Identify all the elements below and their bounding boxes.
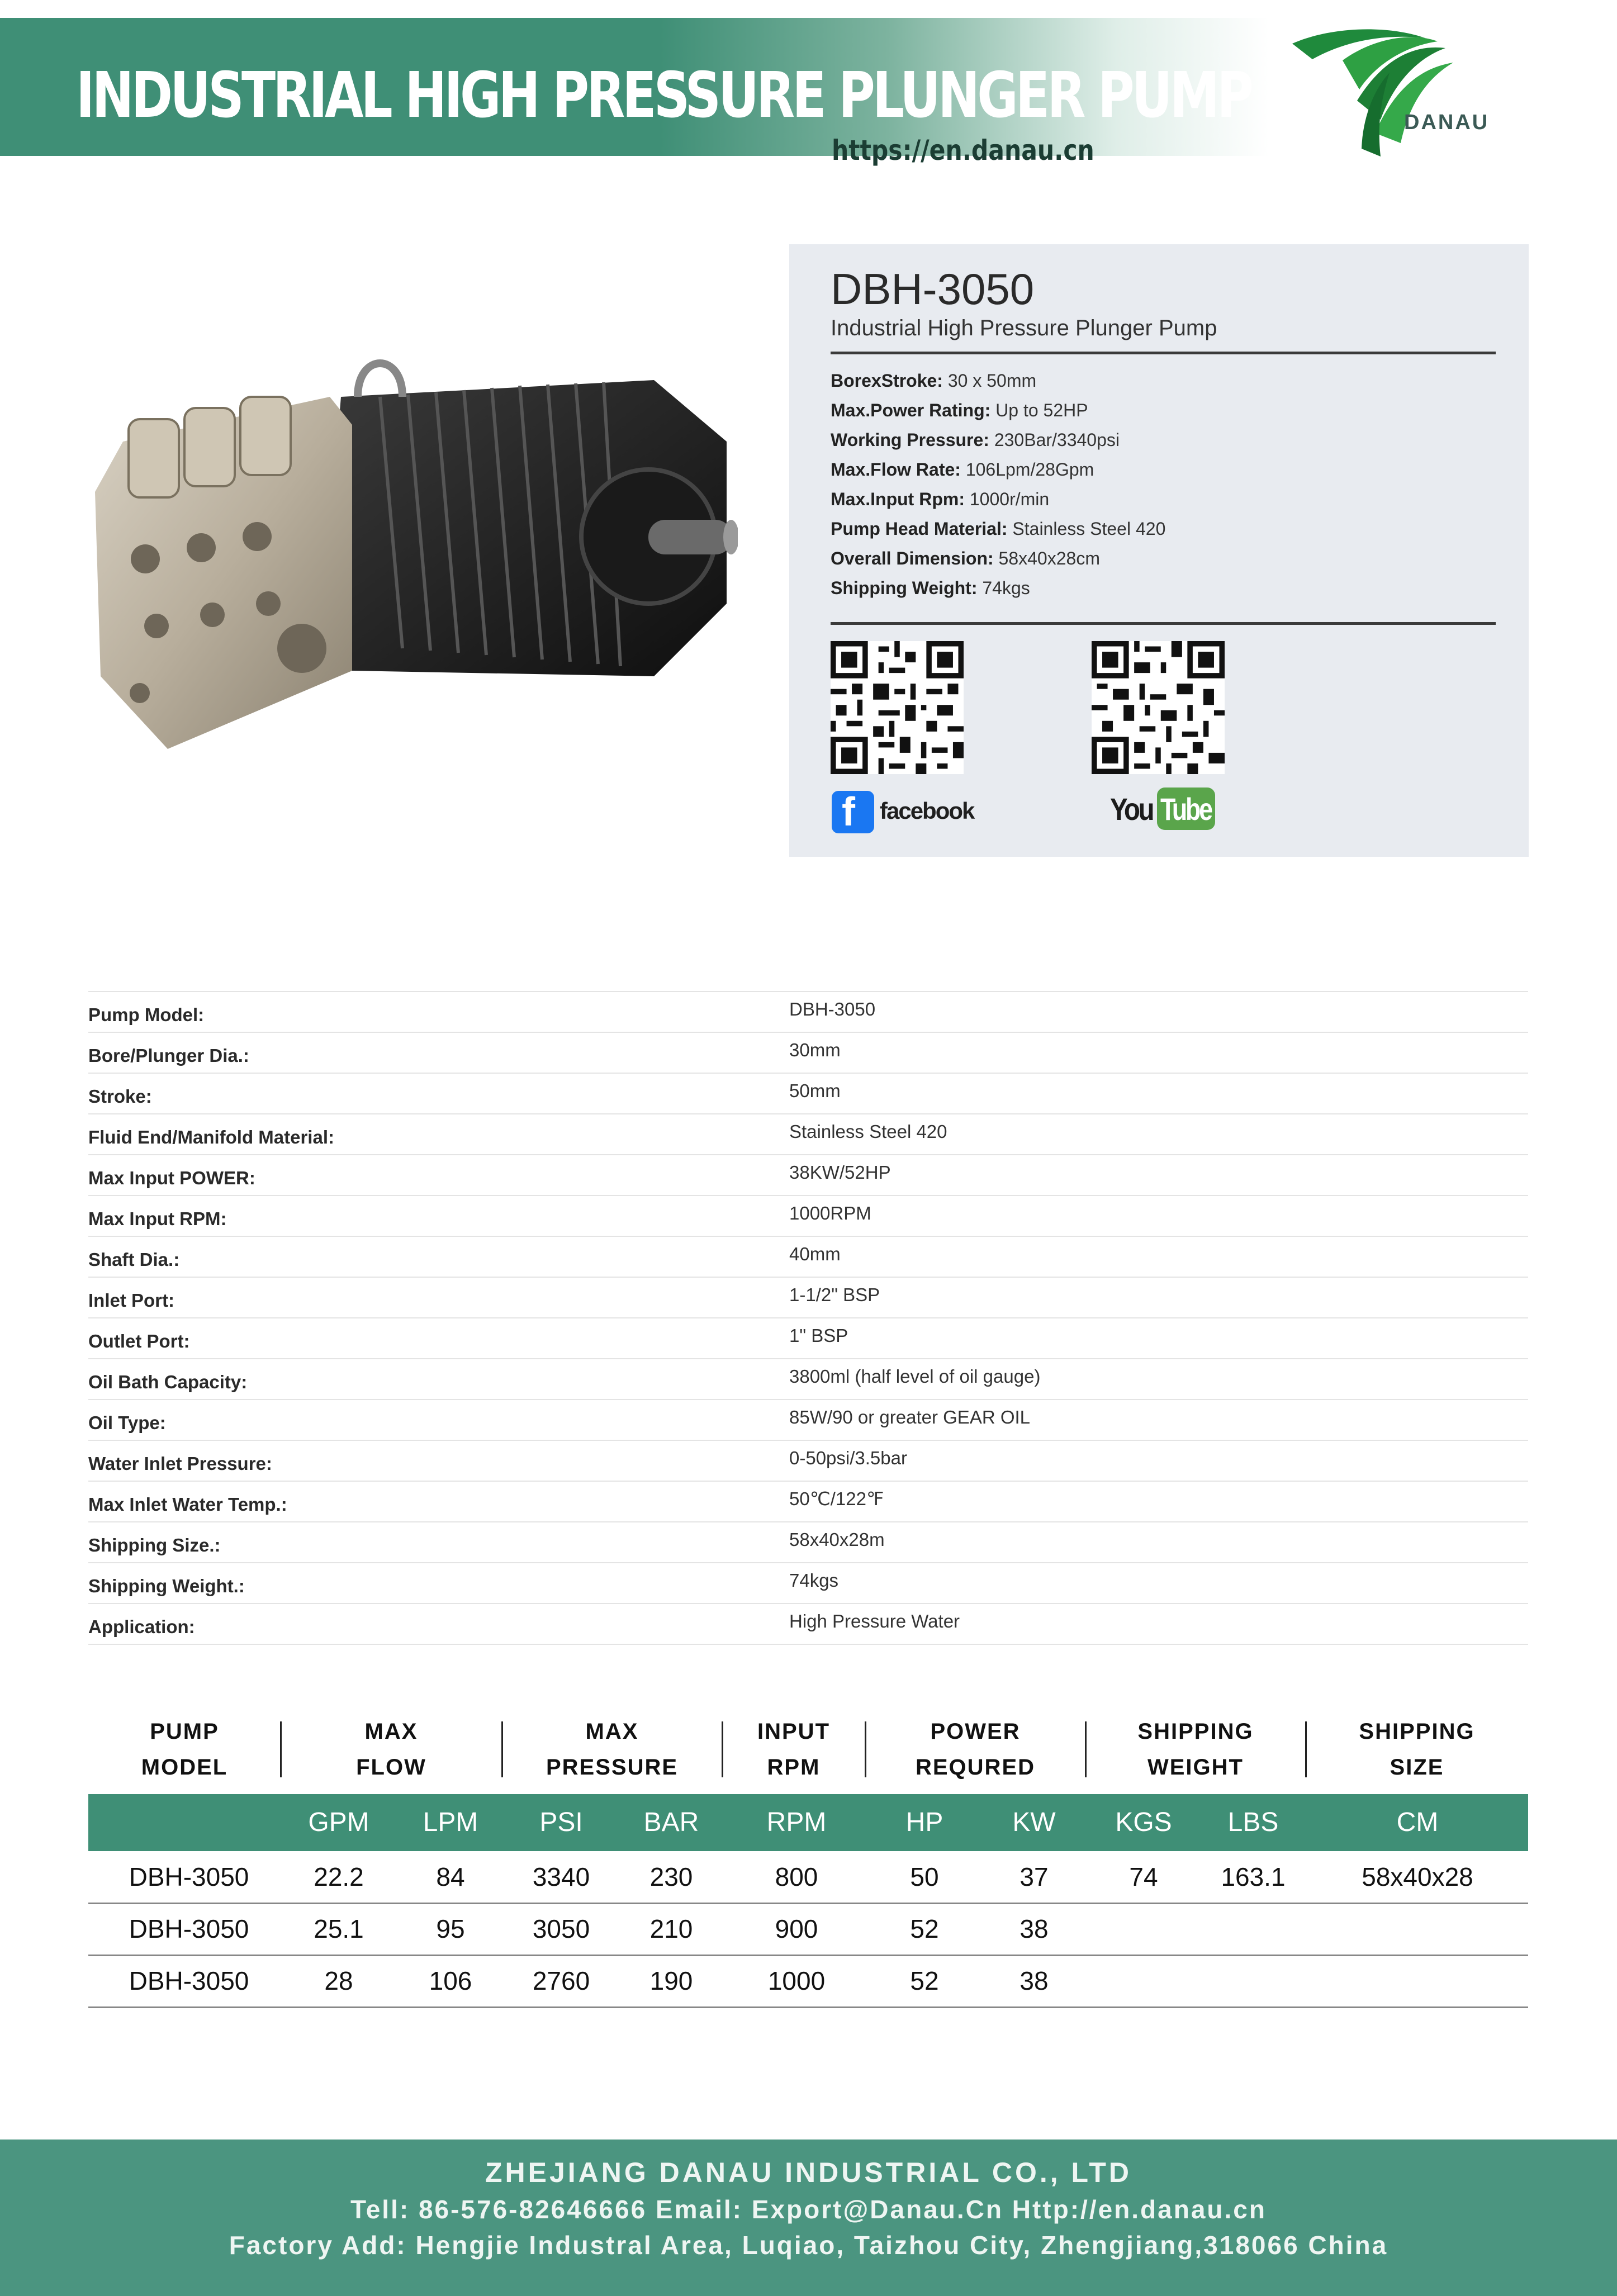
column-separator <box>865 1721 866 1777</box>
spec-value: 38KW/52HP <box>789 1155 1528 1196</box>
table-cell <box>1317 1903 1518 1955</box>
unit-label: PSI <box>539 1808 583 1837</box>
spec-label: Oil Type: <box>88 1400 789 1440</box>
quick-spec-item: BorexStroke: 30 x 50mm <box>831 371 1037 391</box>
unit-label: KGS <box>1115 1808 1172 1837</box>
spec-row <box>88 1359 1528 1400</box>
spec-label: Shipping Weight.: <box>88 1563 789 1604</box>
table-cell <box>1203 1903 1303 1955</box>
table-cell: 52 <box>910 1966 939 1995</box>
spec-value: 30mm <box>789 1032 1528 1073</box>
spec-value: 58x40x28m <box>789 1522 1528 1563</box>
spec-label: Max Inlet Water Temp.: <box>88 1481 789 1522</box>
performance-table-header <box>88 1710 1528 1789</box>
table-cell: 58x40x28 <box>1362 1862 1473 1891</box>
spec-value: Stainless Steel 420 <box>789 1114 1528 1155</box>
spec-value: 1000RPM <box>789 1196 1528 1236</box>
table-cell: 800 <box>775 1862 818 1891</box>
spec-row <box>88 1236 1528 1277</box>
column-header: INPUT RPM <box>757 1719 830 1780</box>
spec-row <box>88 1114 1528 1155</box>
unit-label: CM <box>1396 1808 1439 1837</box>
spec-row <box>88 1481 1528 1522</box>
table-cell: 95 <box>436 1914 465 1943</box>
footer <box>0 2140 1617 2296</box>
unit-label: LPM <box>423 1808 478 1837</box>
spec-row <box>88 1604 1528 1644</box>
website-link[interactable]: https://en.danau.cn <box>832 134 1094 167</box>
column-header: PUMP MODEL <box>141 1719 228 1780</box>
unit-label: HP <box>905 1808 943 1837</box>
spec-label: Shipping Size.: <box>88 1522 789 1563</box>
spec-value: 50℃/122℉ <box>789 1481 1528 1522</box>
product-subtitle: Industrial High Pressure Plunger Pump <box>831 316 1217 340</box>
spec-label: Max Input POWER: <box>88 1155 789 1196</box>
company-name: ZHEJIANG DANAU INDUSTRIAL CO., LTD <box>485 2157 1132 2188</box>
spec-row <box>88 1277 1528 1318</box>
specification-table <box>88 991 1528 1645</box>
table-cell: DBH-3050 <box>129 1862 249 1891</box>
contact-info: Tell: 86-576-82646666 Email: Export@Danau.Cn Http://en.danau.cn <box>350 2195 1267 2224</box>
spec-row <box>88 1155 1528 1196</box>
spec-row <box>88 1522 1528 1563</box>
facebook-qr-code-icon[interactable] <box>831 641 964 774</box>
table-cell: 74 <box>1129 1862 1158 1891</box>
table-cell: 210 <box>649 1914 693 1943</box>
pump-product-image <box>89 313 738 760</box>
quick-spec-item: Working Pressure: 230Bar/3340psi <box>831 430 1120 450</box>
spec-row <box>88 1196 1528 1236</box>
facebook-label[interactable]: facebook <box>880 798 974 824</box>
table-cell: 1000 <box>767 1966 826 1995</box>
unit-label: LBS <box>1227 1808 1279 1837</box>
unit-label: GPM <box>308 1808 369 1837</box>
table-cell: 900 <box>775 1914 818 1943</box>
column-header: MAX FLOW <box>356 1719 426 1780</box>
spec-value: DBH-3050 <box>789 992 1528 1032</box>
spec-value: 3800ml (half level of oil gauge) <box>789 1359 1528 1400</box>
table-cell: 28 <box>324 1966 353 1995</box>
spec-row <box>88 1032 1528 1073</box>
youtube-logo-you[interactable]: You <box>1110 791 1153 827</box>
spec-row <box>88 992 1528 1032</box>
quick-spec-item: Max.Input Rpm: 1000r/min <box>831 489 1050 509</box>
table-cell: 106 <box>429 1966 472 1995</box>
spec-value: 74kgs <box>789 1563 1528 1604</box>
table-cell: 3340 <box>532 1862 590 1891</box>
spec-label: Shaft Dia.: <box>88 1236 789 1277</box>
youtube-qr-code-icon[interactable] <box>1092 641 1225 774</box>
table-cell <box>1203 1955 1303 2006</box>
spec-label: Bore/Plunger Dia.: <box>88 1032 789 1073</box>
column-separator <box>1085 1721 1087 1777</box>
table-cell: 38 <box>1019 1914 1049 1943</box>
table-row <box>88 1851 1528 1904</box>
column-header: SHIPPING WEIGHT <box>1137 1719 1254 1780</box>
unit-label: BAR <box>643 1808 699 1837</box>
unit-label: RPM <box>766 1808 827 1837</box>
spec-label: Max Input RPM: <box>88 1196 789 1236</box>
spec-value: High Pressure Water <box>789 1604 1528 1644</box>
column-header: MAX PRESSURE <box>546 1719 679 1780</box>
spec-label: Outlet Port: <box>88 1318 789 1359</box>
table-row <box>88 1903 1528 1956</box>
table-cell: 38 <box>1019 1966 1049 1995</box>
spec-label: Application: <box>88 1604 789 1644</box>
column-header: SHIPPING SIZE <box>1359 1719 1475 1780</box>
spec-label: Fluid End/Manifold Material: <box>88 1114 789 1155</box>
spec-value: 1-1/2" BSP <box>789 1277 1528 1318</box>
spec-label: Inlet Port: <box>88 1277 789 1318</box>
unit-label: KW <box>1012 1808 1056 1837</box>
spec-row <box>88 1400 1528 1440</box>
quick-spec-item: Overall Dimension: 58x40x28cm <box>831 548 1100 568</box>
quick-spec-item: Max.Flow Rate: 106Lpm/28Gpm <box>831 459 1094 480</box>
spec-label: Water Inlet Pressure: <box>88 1440 789 1481</box>
column-separator <box>1305 1721 1307 1777</box>
table-cell <box>1093 1955 1194 2006</box>
table-cell: 22.2 <box>314 1862 364 1891</box>
facebook-icon[interactable]: f <box>832 791 874 833</box>
table-cell: 190 <box>649 1966 693 1995</box>
table-cell: 3050 <box>532 1914 590 1943</box>
spec-label: Stroke: <box>88 1073 789 1114</box>
divider <box>831 622 1496 625</box>
table-cell: 163.1 <box>1221 1862 1286 1891</box>
table-row <box>88 1955 1528 2008</box>
performance-table-units <box>88 1794 1528 1851</box>
divider <box>831 352 1496 354</box>
spec-row <box>88 1440 1528 1481</box>
quick-spec-item: Shipping Weight: 74kgs <box>831 578 1030 598</box>
quick-spec-item: Pump Head Material: Stainless Steel 420 <box>831 519 1166 539</box>
table-cell: DBH-3050 <box>129 1914 249 1943</box>
spec-value: 1" BSP <box>789 1318 1528 1359</box>
table-cell <box>1317 1955 1518 2006</box>
brand-name: DANAU <box>1404 111 1490 134</box>
table-cell: 52 <box>910 1914 939 1943</box>
factory-address: Factory Add: Hengjie Industral Area, Luqiao, Taizhou City, Zhengjiang,318066 China <box>229 2231 1388 2260</box>
spec-value: 40mm <box>789 1236 1528 1277</box>
table-cell: 50 <box>910 1862 939 1891</box>
product-info-card <box>789 244 1529 857</box>
table-cell <box>1093 1903 1194 1955</box>
header-banner <box>0 18 1269 167</box>
quick-spec-list <box>831 366 1165 603</box>
column-separator <box>722 1721 723 1777</box>
table-cell: DBH-3050 <box>129 1966 249 1995</box>
quick-spec-item: Max.Power Rating: Up to 52HP <box>831 400 1088 420</box>
table-cell: 37 <box>1019 1862 1049 1891</box>
spec-label: Pump Model: <box>88 992 789 1032</box>
spec-value: 50mm <box>789 1073 1528 1114</box>
table-cell: 25.1 <box>314 1914 364 1943</box>
danau-logo-icon <box>1291 17 1481 156</box>
spec-row <box>88 1563 1528 1604</box>
column-separator <box>501 1721 503 1777</box>
table-cell: 230 <box>649 1862 693 1891</box>
spec-value: 0-50psi/3.5bar <box>789 1440 1528 1481</box>
product-model: DBH-3050 <box>831 264 1035 314</box>
table-cell: 84 <box>436 1862 465 1891</box>
youtube-logo-tube[interactable]: Tube <box>1160 791 1211 827</box>
column-header: POWER REQURED <box>915 1719 1036 1780</box>
spec-value: 85W/90 or greater GEAR OIL <box>789 1400 1528 1440</box>
spec-row <box>88 1073 1528 1114</box>
page-title: INDUSTRIAL HIGH PRESSURE PLUNGER PUMP <box>76 59 1251 132</box>
table-cell: 2760 <box>532 1966 590 1995</box>
spec-label: Oil Bath Capacity: <box>88 1359 789 1400</box>
spec-row <box>88 1318 1528 1359</box>
column-separator <box>280 1721 282 1777</box>
